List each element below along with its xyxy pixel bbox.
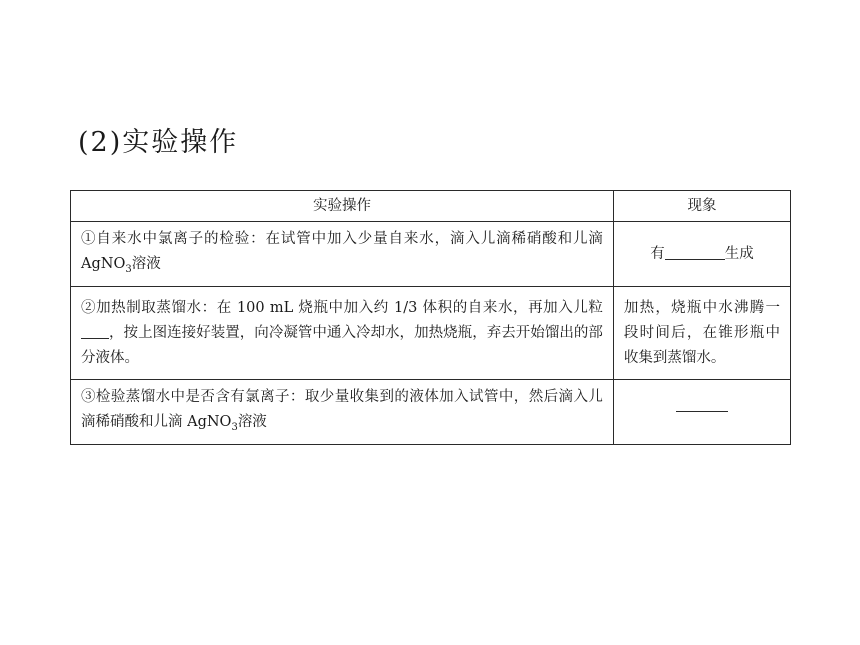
operation-cell [71, 222, 614, 287]
experiment-table [70, 190, 791, 445]
operation-text: ③检验蒸馏水中是否含有氯离子：取少量收集到的液体加入试管中，然后滴入儿滴稀硝酸和儿滴 AgNO [81, 388, 603, 430]
operation-text: ②加热制取蒸馏水：在 100 mL 烧瓶中加入约 1/3 体积的自来水，再加入儿粒 [81, 299, 603, 316]
header-operation: 实验操作 [71, 191, 614, 222]
table-row [71, 287, 791, 380]
answer-blank[interactable] [81, 323, 109, 339]
operation-text: ①自来水中氯离子的检验：在试管中加入少量自来水，滴入儿滴稀硝酸和儿滴 AgNO [81, 230, 603, 272]
phenomenon-text: 有 [650, 245, 665, 262]
operation-cell [71, 287, 614, 380]
table-row [71, 380, 791, 445]
subscript-3: 3 [125, 263, 132, 275]
operation-cell [71, 380, 614, 445]
phenomenon-cell [613, 380, 790, 445]
table-header-row [71, 191, 791, 222]
section-title: (2)实验操作 [78, 127, 239, 158]
phenomenon-text: 生成 [724, 245, 754, 262]
operation-text: ，按上图连接好装置，向冷凝管中通入冷却水，加热烧瓶，弃去开始馏出的部分液体。 [81, 324, 603, 366]
answer-blank[interactable] [665, 244, 725, 260]
operation-text: 溶液 [237, 413, 267, 430]
operation-text: 溶液 [131, 255, 161, 272]
header-phenomenon: 现象 [613, 191, 790, 222]
phenomenon-cell [613, 222, 790, 287]
table-row [71, 222, 791, 287]
subscript-3: 3 [231, 421, 238, 433]
phenomenon-cell [613, 287, 790, 380]
phenomenon-text: 加热，烧瓶中水沸腾一段时间后，在锥形瓶中收集到蒸馏水。 [623, 299, 780, 366]
answer-blank[interactable] [676, 411, 728, 412]
